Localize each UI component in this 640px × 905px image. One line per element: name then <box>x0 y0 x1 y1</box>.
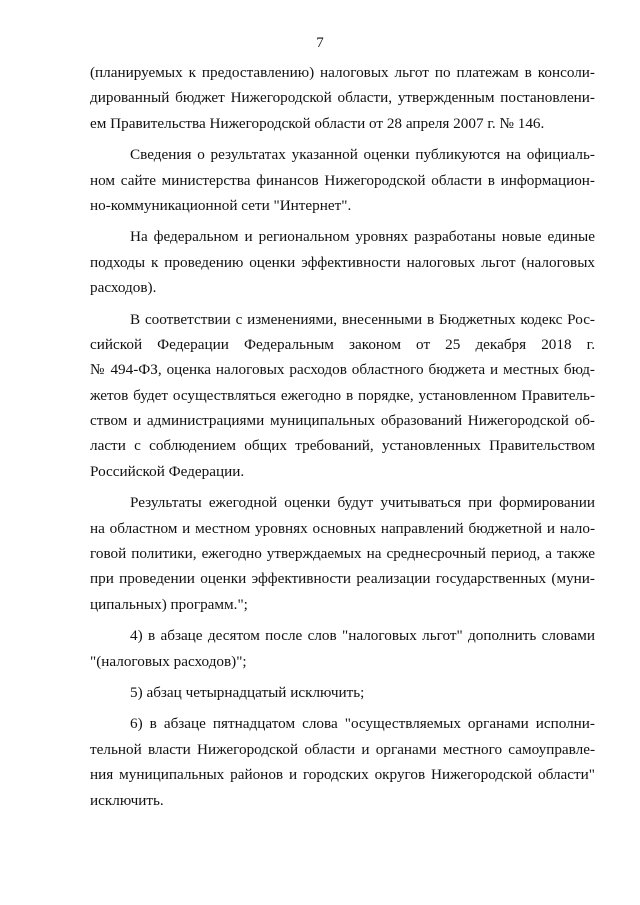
text-line: В соответствии с изменениями, внесенными в Бюджетных кодекс Рос- <box>130 310 595 328</box>
text-line: при проведении оценки эффективности реализации государственных (муни- <box>90 570 595 588</box>
text-line: ласти с соблюдением общих требований, установленных Правительством <box>90 437 595 455</box>
text-line: ством и администрациями муниципальных образований Нижегородской об- <box>90 412 595 430</box>
text-line: 6) в абзаце пятнадцатом слова "осуществляемых органами исполни- <box>130 715 595 733</box>
text-line: подходы к проведению оценки эффективности налоговых льгот (налоговых <box>90 253 595 271</box>
page-number: 7 <box>316 35 324 51</box>
text-line: жетов будет осуществляться ежегодно в порядке, установленном Правитель- <box>90 386 595 404</box>
text-line: Результаты ежегодной оценки будут учитываться при формировании <box>130 494 595 512</box>
text-line: тельной власти Нижегородской области и органами местного самоуправле- <box>90 740 595 758</box>
text-line: ния муниципальных районов и городских округов Нижегородской области" <box>90 766 595 784</box>
text-line: на областном и местном уровнях основных направлений бюджетной и нало- <box>90 519 595 537</box>
text-line: ном сайте министерства финансов Нижегородской области в информацион- <box>90 171 595 189</box>
text-line: Российской Федерации. <box>90 462 245 480</box>
text-line: 5) абзац четырнадцатый исключить; <box>130 683 365 701</box>
text-line: ем Правительства Нижегородской области от 28 апреля 2007 г. № 146. <box>90 114 545 132</box>
text-line: исключить. <box>90 791 164 809</box>
text-line: На федеральном и региональном уровнях разработаны новые единые <box>130 228 595 246</box>
text-line: дированный бюджет Нижегородской области, утвержденным постановлени- <box>90 89 595 107</box>
document-body <box>90 60 595 813</box>
text-line: говой политики, ежегодно утверждаемых на среднесрочный период, а также <box>90 545 595 563</box>
text-line: № 494-ФЗ, оценка налоговых расходов областного бюджета и местных бюд- <box>90 361 595 379</box>
text-line: расходов). <box>90 279 157 297</box>
text-line: Сведения о результатах указанной оценки публикуются на официаль- <box>130 146 595 164</box>
text-line: сийской Федерации Федеральным законом от 25 декабря 2018 г. <box>90 335 595 353</box>
text-line: "(налоговых расходов)"; <box>90 652 247 670</box>
text-line: 4) в абзаце десятом после слов "налоговых льгот" дополнить словами <box>130 627 595 645</box>
text-line: но-коммуникационной сети "Интернет". <box>90 196 352 214</box>
text-line: (планируемых к предоставлению) налоговых льгот по платежам в консоли- <box>90 64 595 81</box>
text-line: ципальных) программ."; <box>90 595 248 613</box>
